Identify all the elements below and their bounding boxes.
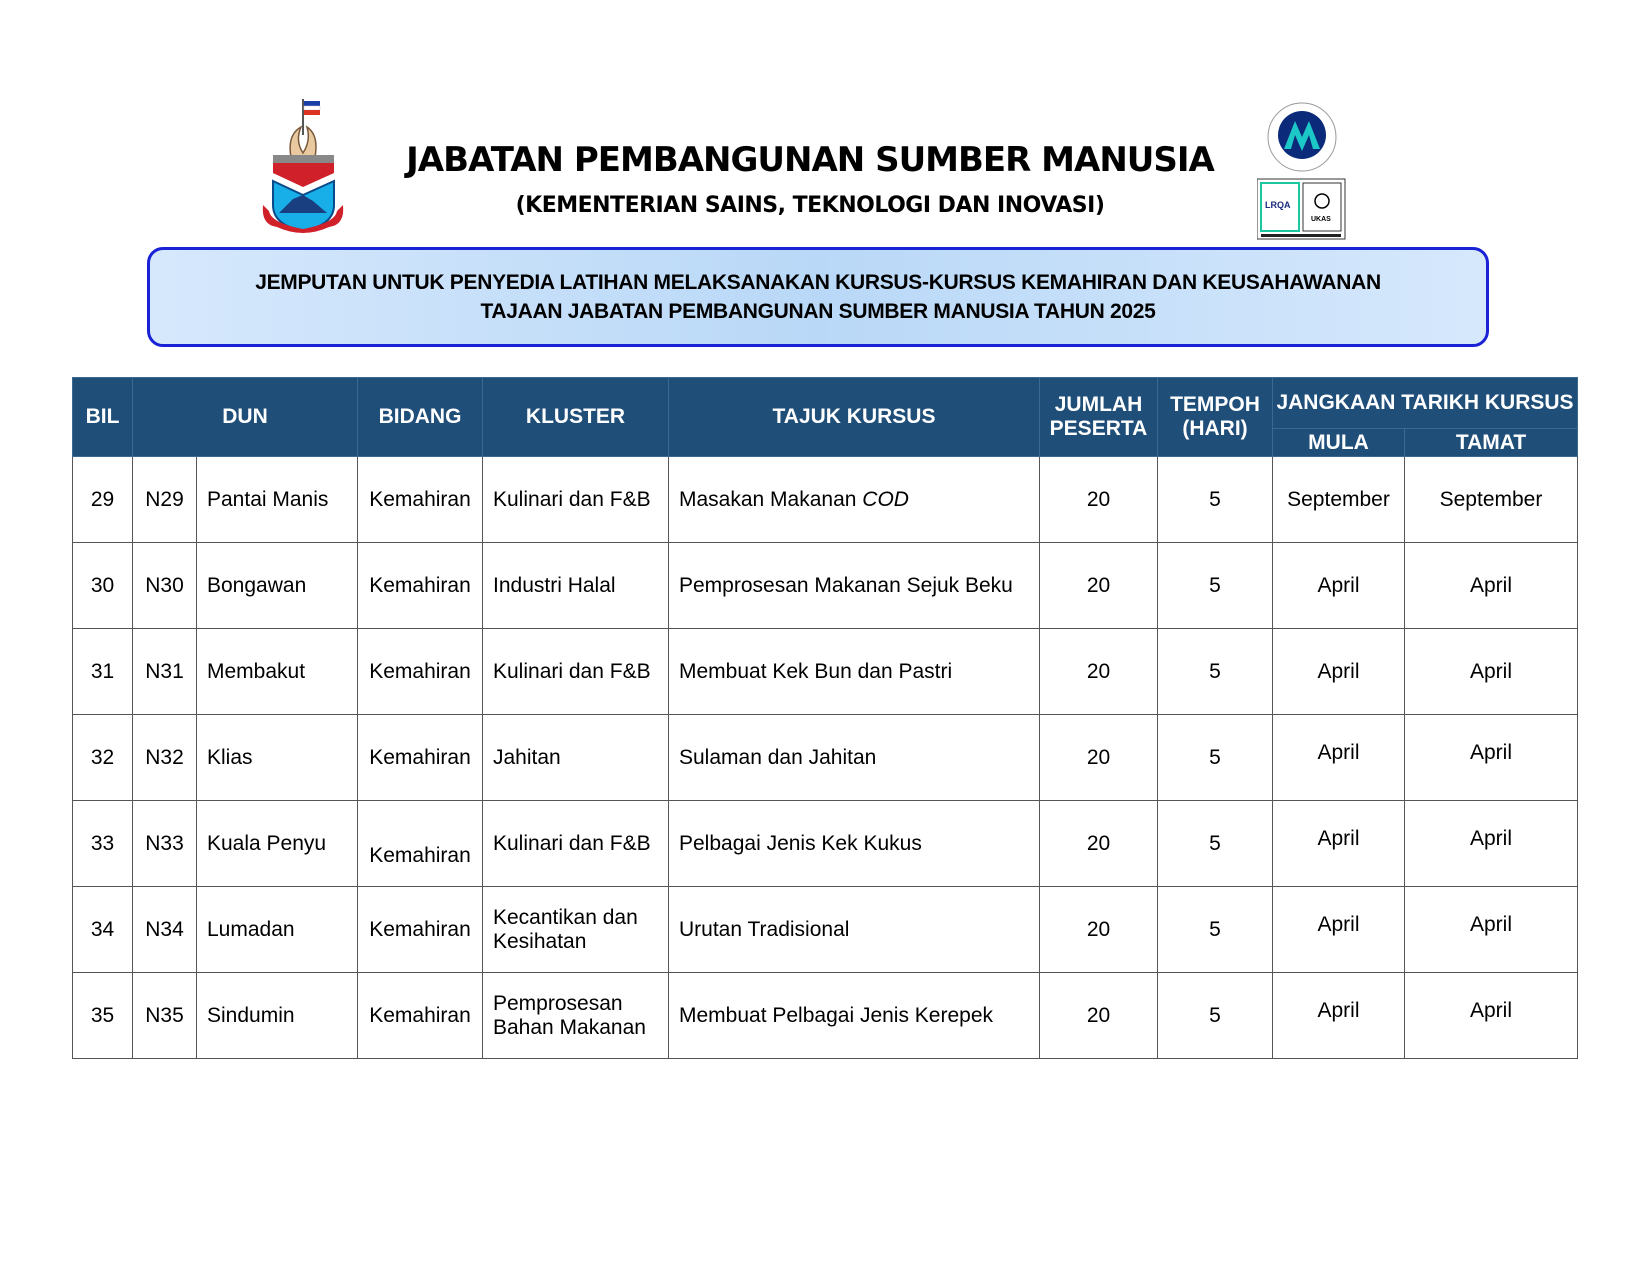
invitation-banner xyxy=(147,247,1489,347)
page-title: JABATAN PEMBANGUNAN SUMBER MANUSIA xyxy=(406,140,1214,180)
cell-tamat: April xyxy=(1469,826,1512,850)
cell-tajuk-text: Pelbagai Jenis Kek Kukus xyxy=(679,831,922,855)
cell-tajuk-kursus xyxy=(669,715,1040,801)
cell-bidang: Kemahiran xyxy=(369,843,471,867)
cell-bil: 30 xyxy=(73,543,133,629)
cell-bil: 31 xyxy=(73,629,133,715)
table-row xyxy=(73,457,1578,543)
cell-bidang: Kemahiran xyxy=(369,659,471,683)
cell-tempoh: 5 xyxy=(1158,973,1273,1059)
table-row xyxy=(73,543,1578,629)
cell-bil: 32 xyxy=(73,715,133,801)
cell-jumlah-peserta: 20 xyxy=(1040,715,1158,801)
cell-tajuk-kursus xyxy=(669,629,1040,715)
cell-mula: April xyxy=(1317,826,1360,850)
header-jangkaan-tarikh: JANGKAAN TARIKH KURSUS xyxy=(1273,378,1578,429)
cell-tamat: September xyxy=(1439,487,1543,511)
cell-dun-code: N32 xyxy=(133,715,197,801)
cell-tajuk-text: Masakan Makanan xyxy=(679,487,863,511)
cell-bidang: Kemahiran xyxy=(369,1003,471,1027)
cell-tamat: April xyxy=(1469,659,1512,683)
cell-jumlah-peserta: 20 xyxy=(1040,887,1158,973)
cell-bil: 29 xyxy=(73,457,133,543)
cell-tempoh: 5 xyxy=(1158,801,1273,887)
cell-dun-code: N33 xyxy=(133,801,197,887)
cell-kluster: Pemprosesan Bahan Makanan xyxy=(483,973,669,1059)
cell-jumlah-peserta: 20 xyxy=(1040,629,1158,715)
header-kluster: KLUSTER xyxy=(483,378,669,457)
cell-jumlah-peserta: 20 xyxy=(1040,543,1158,629)
banner-line-1: JEMPUTAN UNTUK PENYEDIA LATIHAN MELAKSANAKAN KURSUS-KURSUS KEMAHIRAN DAN KEUSAHAWANAN xyxy=(255,271,1381,294)
cell-mula: April xyxy=(1317,659,1360,683)
cell-tajuk-kursus xyxy=(669,887,1040,973)
cell-kluster: Jahitan xyxy=(483,715,669,801)
cell-tajuk-text: Pemprosesan Makanan Sejuk Beku xyxy=(679,573,1013,597)
sabah-coat-of-arms-logo xyxy=(257,95,350,239)
cell-tempoh: 5 xyxy=(1158,457,1273,543)
table-row xyxy=(73,629,1578,715)
header-jumlah-peserta: JUMLAH PESERTA xyxy=(1040,378,1158,457)
cell-kluster: Kecantikan dan Kesihatan xyxy=(483,887,669,973)
cell-tamat: April xyxy=(1469,912,1512,936)
cell-dun: Bongawan xyxy=(197,543,358,629)
cell-tamat: April xyxy=(1469,998,1512,1022)
cell-tajuk-text: Urutan Tradisional xyxy=(679,917,850,941)
header-tajuk-kursus: TAJUK KURSUS xyxy=(669,378,1040,457)
cell-kluster: Kulinari dan F&B xyxy=(483,801,669,887)
cell-bil: 35 xyxy=(73,973,133,1059)
page-subtitle: (KEMENTERIAN SAINS, TEKNOLOGI DAN INOVASI) xyxy=(515,193,1105,218)
cell-kluster: Kulinari dan F&B xyxy=(483,629,669,715)
table-row xyxy=(73,715,1578,801)
cell-dun: Lumadan xyxy=(197,887,358,973)
cell-tajuk-italic: COD xyxy=(862,487,909,511)
cell-mula: April xyxy=(1317,998,1360,1022)
table-row xyxy=(73,887,1578,973)
cell-tempoh: 5 xyxy=(1158,543,1273,629)
cell-tajuk-text: Sulaman dan Jahitan xyxy=(679,745,877,769)
cell-tempoh: 5 xyxy=(1158,629,1273,715)
cell-dun: Kuala Penyu xyxy=(197,801,358,887)
cell-dun-code: N31 xyxy=(133,629,197,715)
cell-dun: Pantai Manis xyxy=(197,457,358,543)
cell-dun-code: N30 xyxy=(133,543,197,629)
cell-mula: April xyxy=(1317,573,1360,597)
header-tamat: TAMAT xyxy=(1405,429,1578,457)
cell-kluster: Kulinari dan F&B xyxy=(483,457,669,543)
svg-text:UKAS: UKAS xyxy=(1311,216,1331,223)
cell-bidang: Kemahiran xyxy=(369,573,471,597)
cell-tajuk-text: Membuat Kek Bun dan Pastri xyxy=(679,659,953,683)
cell-tajuk-text: Membuat Pelbagai Jenis Kerepek xyxy=(679,1003,994,1027)
cell-tajuk-kursus xyxy=(669,457,1040,543)
cell-dun: Klias xyxy=(197,715,358,801)
cell-tajuk-kursus xyxy=(669,973,1040,1059)
svg-text:LRQA: LRQA xyxy=(1265,200,1291,210)
cell-mula: April xyxy=(1317,740,1360,764)
header-bil: BIL xyxy=(73,378,133,457)
course-table xyxy=(72,377,1578,1059)
cell-dun-code: N34 xyxy=(133,887,197,973)
cell-tempoh: 5 xyxy=(1158,887,1273,973)
cell-tajuk-kursus xyxy=(669,801,1040,887)
cell-jumlah-peserta: 20 xyxy=(1040,801,1158,887)
header-mula: MULA xyxy=(1273,429,1405,457)
cell-bidang: Kemahiran xyxy=(369,917,471,941)
cell-mula: April xyxy=(1317,912,1360,936)
cell-tamat: April xyxy=(1469,573,1512,597)
header-dun: DUN xyxy=(133,378,358,457)
header-tempoh: TEMPOH (HARI) xyxy=(1158,378,1273,457)
header-bidang: BIDANG xyxy=(358,378,483,457)
cell-bidang: Kemahiran xyxy=(369,487,471,511)
jpsm-logo xyxy=(1257,101,1347,242)
cell-jumlah-peserta: 20 xyxy=(1040,973,1158,1059)
cell-dun-code: N29 xyxy=(133,457,197,543)
cell-mula: September xyxy=(1287,487,1390,511)
cell-tamat: April xyxy=(1469,740,1512,764)
cell-dun-code: N35 xyxy=(133,973,197,1059)
cell-bidang: Kemahiran xyxy=(369,745,471,769)
cell-tempoh: 5 xyxy=(1158,715,1273,801)
table-row xyxy=(73,801,1578,887)
cell-dun: Membakut xyxy=(197,629,358,715)
cell-jumlah-peserta: 20 xyxy=(1040,457,1158,543)
cell-bil: 33 xyxy=(73,801,133,887)
cell-dun: Sindumin xyxy=(197,973,358,1059)
cell-bil: 34 xyxy=(73,887,133,973)
banner-line-2: TAJAAN JABATAN PEMBANGUNAN SUMBER MANUSIA TAHUN 2025 xyxy=(480,300,1156,323)
cell-kluster: Industri Halal xyxy=(483,543,669,629)
table-row xyxy=(73,973,1578,1059)
cell-tajuk-kursus xyxy=(669,543,1040,629)
